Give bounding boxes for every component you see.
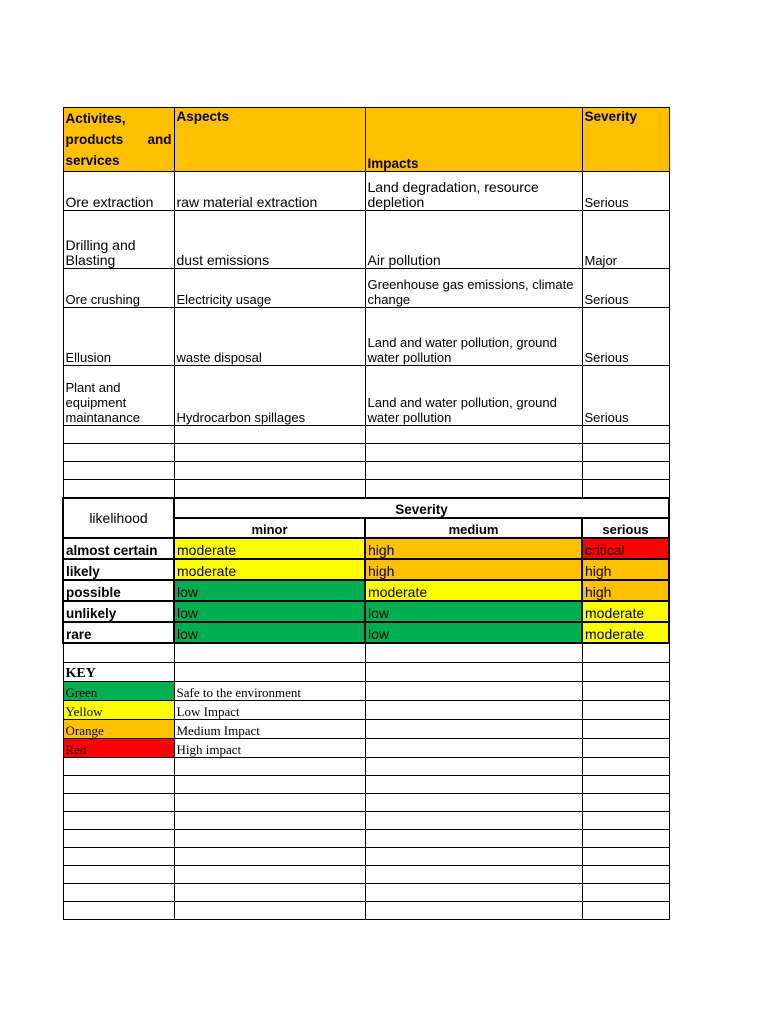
matrix-cell: moderate	[365, 580, 582, 601]
matrix-cell: low	[365, 601, 582, 622]
key-row	[63, 738, 669, 757]
empty-cell	[582, 883, 669, 901]
empty-cell	[365, 847, 582, 865]
cell-severity: Serious	[582, 172, 669, 211]
table-header-row	[63, 108, 669, 172]
empty-cell	[582, 719, 669, 738]
empty-row	[63, 829, 669, 847]
empty-cell	[365, 829, 582, 847]
empty-cell	[365, 883, 582, 901]
empty-cell	[365, 738, 582, 757]
cell-aspect: raw material extraction	[174, 172, 365, 211]
empty-cell	[582, 901, 669, 919]
empty-row	[63, 643, 669, 662]
empty-row	[63, 883, 669, 901]
key-color-yellow: Yellow	[63, 700, 174, 719]
cell-severity: Major	[582, 211, 669, 269]
matrix-col-minor: minor	[174, 518, 365, 538]
cell-aspect: Electricity usage	[174, 269, 365, 308]
cell-impact: Land and water pollution, ground water pollution	[365, 366, 582, 426]
empty-cell	[174, 426, 365, 444]
empty-row	[63, 793, 669, 811]
key-row	[63, 719, 669, 738]
empty-cell	[365, 426, 582, 444]
empty-cell	[365, 865, 582, 883]
empty-cell	[63, 757, 174, 775]
empty-cell	[365, 462, 582, 480]
table-row	[63, 211, 669, 269]
empty-cell	[174, 757, 365, 775]
empty-cell	[174, 901, 365, 919]
empty-row	[63, 847, 669, 865]
header-impacts: Impacts	[365, 108, 582, 172]
header-aspects: Aspects	[174, 108, 365, 172]
empty-cell	[174, 643, 365, 662]
matrix-cell: moderate	[582, 601, 669, 622]
cell-aspect: Hydrocarbon spillages	[174, 366, 365, 426]
empty-cell	[174, 865, 365, 883]
key-meaning: Medium Impact	[174, 719, 365, 738]
key-meaning: Low Impact	[174, 700, 365, 719]
matrix-row	[63, 601, 669, 622]
matrix-cell: low	[365, 622, 582, 643]
empty-cell	[63, 480, 174, 499]
empty-row	[63, 426, 669, 444]
cell-aspect: waste disposal	[174, 308, 365, 366]
empty-cell	[365, 444, 582, 462]
matrix-row-label: unlikely	[63, 601, 174, 622]
empty-cell	[365, 681, 582, 700]
key-meaning: High impact	[174, 738, 365, 757]
empty-cell	[582, 700, 669, 719]
matrix-cell: moderate	[582, 622, 669, 643]
empty-cell	[174, 829, 365, 847]
matrix-row-label: possible	[63, 580, 174, 601]
spreadsheet	[62, 107, 668, 920]
header-severity: Severity	[582, 108, 669, 172]
cell-activity: Ore extraction	[63, 172, 174, 211]
empty-cell	[63, 444, 174, 462]
matrix-cell: high	[365, 559, 582, 580]
matrix-row-label: likely	[63, 559, 174, 580]
empty-cell	[365, 662, 582, 681]
empty-cell	[63, 901, 174, 919]
matrix-cell: high	[582, 559, 669, 580]
matrix-likelihood-header: likelihood	[63, 498, 174, 538]
empty-row	[63, 462, 669, 480]
table-row	[63, 308, 669, 366]
empty-cell	[174, 462, 365, 480]
header-activities-line1: Activites,	[65, 111, 126, 126]
cell-impact: Land degradation, resource depletion	[365, 172, 582, 211]
empty-row	[63, 757, 669, 775]
table-row	[63, 172, 669, 211]
empty-cell	[582, 444, 669, 462]
matrix-cell: low	[174, 622, 365, 643]
empty-cell	[174, 883, 365, 901]
header-activities	[63, 108, 174, 172]
empty-cell	[365, 901, 582, 919]
matrix-cell: low	[174, 580, 365, 601]
empty-cell	[582, 681, 669, 700]
empty-cell	[63, 462, 174, 480]
matrix-row	[63, 559, 669, 580]
header-activities-word-and: and	[147, 132, 172, 147]
empty-row	[63, 865, 669, 883]
matrix-row-label: rare	[63, 622, 174, 643]
empty-cell	[365, 480, 582, 499]
cell-severity: Serious	[582, 308, 669, 366]
empty-row	[63, 811, 669, 829]
cell-activity: Plant and equipment maintanance	[63, 366, 174, 426]
empty-cell	[365, 643, 582, 662]
cell-aspect: dust emissions	[174, 211, 365, 269]
empty-cell	[63, 811, 174, 829]
empty-cell	[582, 847, 669, 865]
matrix-cell: low	[174, 601, 365, 622]
empty-cell	[63, 829, 174, 847]
cell-severity: Serious	[582, 269, 669, 308]
key-color-red: Red	[63, 738, 174, 757]
empty-cell	[365, 811, 582, 829]
empty-row	[63, 480, 669, 499]
empty-cell	[174, 480, 365, 499]
empty-cell	[582, 757, 669, 775]
empty-cell	[582, 662, 669, 681]
empty-cell	[63, 775, 174, 793]
empty-cell	[582, 738, 669, 757]
empty-cell	[365, 793, 582, 811]
empty-cell	[582, 643, 669, 662]
matrix-row	[63, 538, 669, 559]
header-activities-line2	[66, 129, 172, 150]
empty-cell	[63, 865, 174, 883]
matrix-row	[63, 622, 669, 643]
empty-row	[63, 901, 669, 919]
empty-cell	[63, 426, 174, 444]
empty-cell	[174, 847, 365, 865]
empty-cell	[174, 775, 365, 793]
cell-impact: Greenhouse gas emissions, climate change	[365, 269, 582, 308]
key-meaning: Safe to the environment	[174, 681, 365, 700]
matrix-header-row	[63, 498, 669, 518]
cell-impact: Land and water pollution, ground water pollution	[365, 308, 582, 366]
header-activities-word-products: products	[65, 132, 124, 147]
empty-cell	[582, 811, 669, 829]
empty-cell	[365, 719, 582, 738]
empty-cell	[582, 829, 669, 847]
empty-cell	[365, 700, 582, 719]
empty-cell	[582, 775, 669, 793]
matrix-cell: high	[365, 538, 582, 559]
empty-cell	[63, 793, 174, 811]
empty-cell	[63, 643, 174, 662]
empty-cell	[174, 793, 365, 811]
key-title-row	[63, 662, 669, 681]
matrix-cell: critical	[582, 538, 669, 559]
empty-cell	[365, 775, 582, 793]
empty-cell	[174, 662, 365, 681]
empty-cell	[582, 426, 669, 444]
empty-row	[63, 444, 669, 462]
matrix-cell: moderate	[174, 559, 365, 580]
key-color-orange: Orange	[63, 719, 174, 738]
cell-activity: Drilling and Blasting	[63, 211, 174, 269]
cell-activity: Ore crushing	[63, 269, 174, 308]
header-activities-line3: services	[65, 153, 120, 168]
empty-row	[63, 775, 669, 793]
matrix-col-medium: medium	[365, 518, 582, 538]
matrix-row-label: almost certain	[63, 538, 174, 559]
key-title: KEY	[63, 662, 174, 681]
empty-cell	[365, 757, 582, 775]
aspects-impacts-table	[62, 107, 670, 920]
key-row	[63, 700, 669, 719]
key-row	[63, 681, 669, 700]
empty-cell	[63, 847, 174, 865]
cell-impact: Air pollution	[365, 211, 582, 269]
table-row	[63, 269, 669, 308]
matrix-cell: high	[582, 580, 669, 601]
empty-cell	[174, 811, 365, 829]
key-color-green: Green	[63, 681, 174, 700]
empty-cell	[174, 444, 365, 462]
cell-severity: Serious	[582, 366, 669, 426]
matrix-cell: moderate	[174, 538, 365, 559]
empty-cell	[582, 462, 669, 480]
matrix-col-serious: serious	[582, 518, 669, 538]
matrix-row	[63, 580, 669, 601]
empty-cell	[582, 793, 669, 811]
empty-cell	[582, 480, 669, 499]
empty-cell	[582, 865, 669, 883]
cell-activity: Ellusion	[63, 308, 174, 366]
matrix-severity-header: Severity	[174, 498, 669, 518]
table-row	[63, 366, 669, 426]
empty-cell	[63, 883, 174, 901]
